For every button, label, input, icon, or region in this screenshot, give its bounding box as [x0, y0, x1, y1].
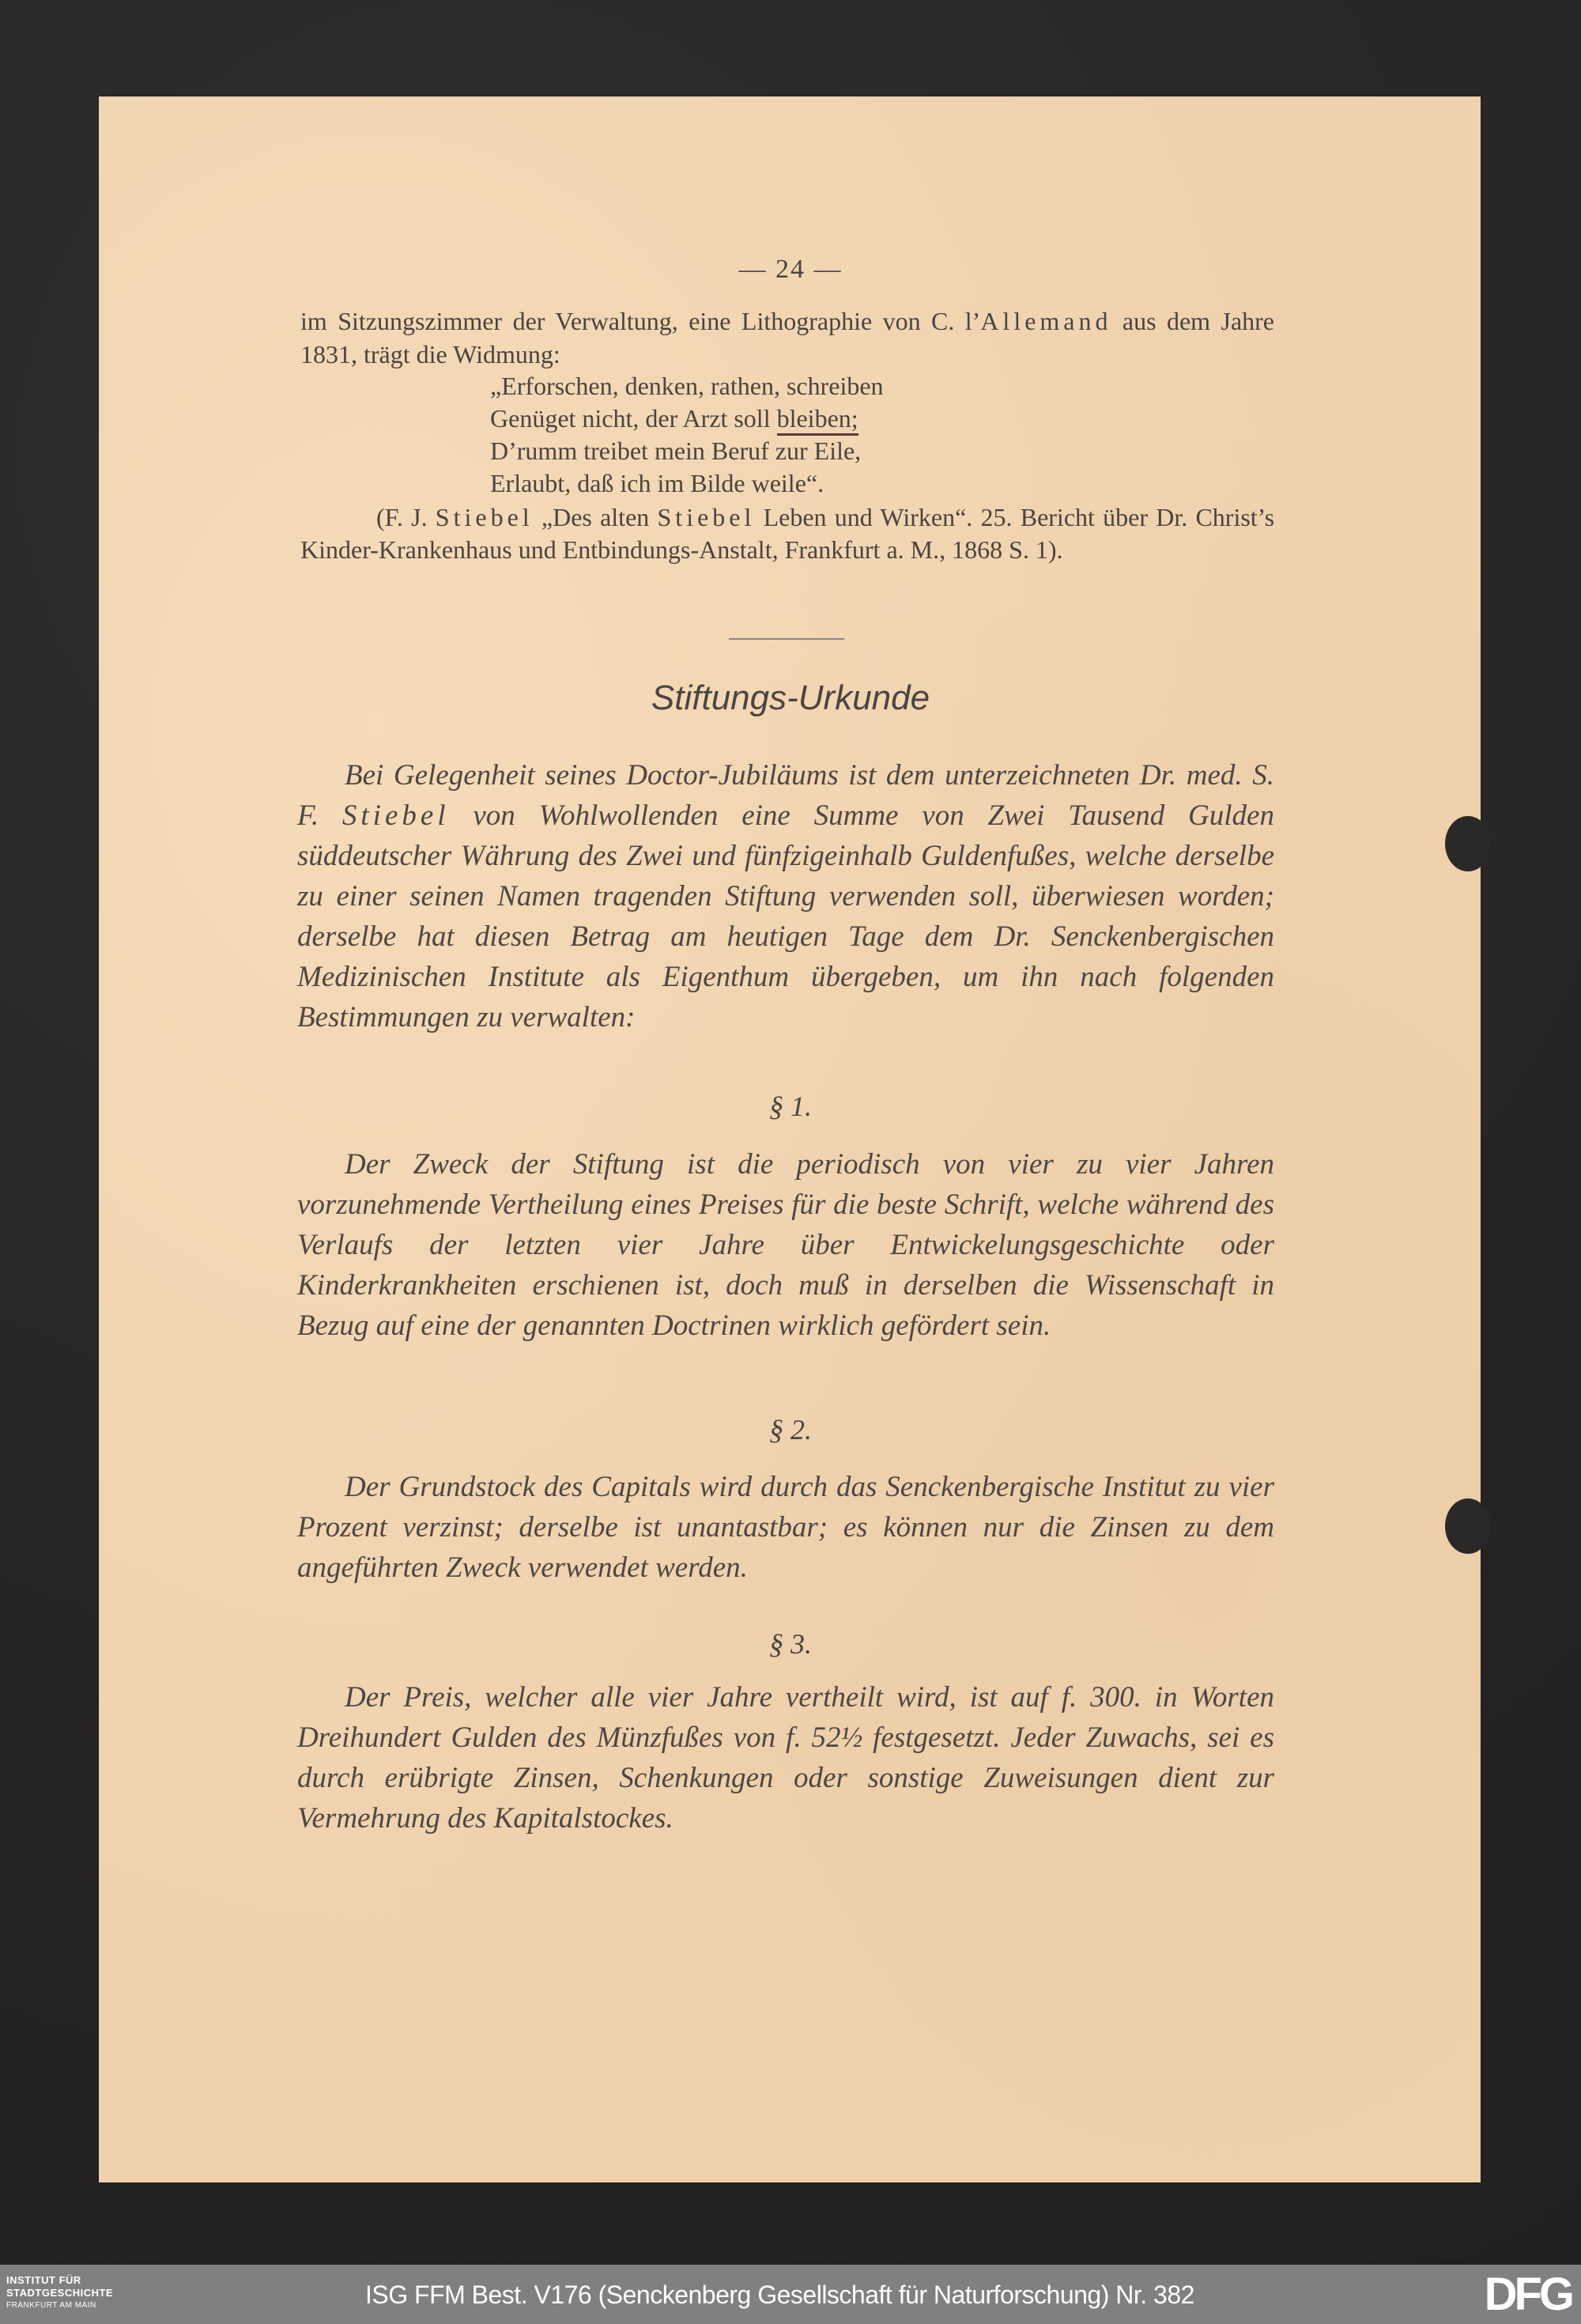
- section-2-paragraph: [297, 1467, 1274, 1588]
- section-3-text: Der Preis, welcher alle vier Jahre vertheilt wird, ist auf f. 300. in Worten Dreihundert Gulden des Münzfußes von f. 52½ festgesetzt. Jeder Zuwachs, sei es durch erübrigte Zinsen, Schenkungen oder sonstige Zuweisungen dient zur Vermehrung des Kapitalstockes.: [297, 1681, 1274, 1835]
- institution-line-3: FRANKFURT AM MAIN: [6, 2301, 96, 2310]
- citation-author: Stiebel: [435, 503, 534, 531]
- section-mark-2: § 2.: [769, 1414, 812, 1445]
- citation-open: (F. J.: [376, 503, 436, 531]
- institution-line-2: STADTGESCHICHTE: [6, 2287, 114, 2299]
- intro-spaced-name: Allemand: [980, 307, 1112, 335]
- preamble-spaced-name: Stiebel: [341, 799, 450, 832]
- section-mark-1: § 1.: [769, 1090, 812, 1122]
- section-divider: [729, 638, 844, 640]
- institution-line-1: INSTITUT FÜR: [6, 2274, 81, 2286]
- dedication-poem: [490, 370, 884, 500]
- punch-hole-top: [1445, 816, 1491, 871]
- intro-text-2: aus dem Jahre 1831, trägt die Widmung:: [300, 307, 1275, 368]
- punch-hole-bottom: [1445, 1498, 1491, 1554]
- citation: [300, 501, 1274, 566]
- poem-underlined-word: bleiben;: [777, 404, 858, 436]
- poem-line-2-text: Genüget nicht, der Arzt soll: [490, 404, 777, 433]
- page-number: — 24 —: [738, 255, 843, 284]
- citation-title-open: „Des alten: [533, 503, 658, 531]
- institution-logo: [6, 2274, 113, 2312]
- preamble-text-1: Bei Gelegenheit seines Doctor-Jubiläums ist dem unterzeichneten Dr. med. S. F.: [297, 759, 1274, 832]
- poem-line-1: „Erforschen, denken, rathen, schreiben: [490, 372, 884, 400]
- preamble-text-2: von Wohlwollenden eine Summe von Zwei Tausend Gulden süddeutscher Währung des Zwei und fünfzigeinhalb Guldenfußes, welche derselbe zu einer seinen Namen tragenden Stiftung verwenden soll, überwiesen worden; derselbe hat diesen Betrag am heutigen Tage dem Dr. Senckenbergischen Medizinischen Institute als Eigenthum übergeben, um ihn nach folgenden Bestimmungen zu verwalten:: [297, 799, 1274, 1034]
- citation-rest: Leben und Wirken“. 25. Bericht über Dr. Christ’s Kinder-Krankenhaus und Entbindungs-Anstalt, Frankfurt a. M., 1868 S. 1).: [300, 503, 1275, 564]
- section-2-text: Der Grundstock des Capitals wird durch das Senckenbergische Institut zu vier Prozent verzinst; derselbe ist unantastbar; es können nur die Zinsen zu dem angeführten Zweck verwendet werden.: [297, 1471, 1274, 1584]
- section-mark-3: § 3.: [769, 1628, 812, 1660]
- archive-footer-bar: [0, 2265, 1581, 2324]
- section-3-paragraph: [297, 1677, 1274, 1838]
- poem-line-3: D’rumm treibet mein Beruf zur Eile,: [490, 436, 862, 465]
- section-1-paragraph: [297, 1144, 1274, 1346]
- section-1-text: Der Zweck der Stiftung ist die periodisch von vier zu vier Jahren vorzunehmende Vertheilung eines Preises für die beste Schrift, welche während des Verlaufs der letzten vier Jahre über Entwickelungsgeschichte oder Kinderkrankheiten erschienen ist, doch muß in derselben die Wissenschaft in Bezug auf eine der genannten Doctrinen wirklich gefördert sein.: [297, 1148, 1274, 1342]
- archive-caption: ISG FFM Best. V176 (Senckenberg Gesellschaft für Naturforschung) Nr. 382: [365, 2281, 1194, 2309]
- preamble-paragraph: [297, 755, 1274, 1037]
- intro-text-1: im Sitzungszimmer der Verwaltung, eine Lithographie von C. l’: [300, 307, 981, 335]
- citation-title-name: Stiebel: [657, 503, 756, 531]
- document-heading: Stiftungs-Urkunde: [651, 678, 930, 717]
- citation-body: [300, 501, 1274, 566]
- intro-paragraph: [300, 304, 1274, 371]
- dfg-logo: DFG: [1484, 2269, 1572, 2320]
- poem-line-2: [490, 402, 884, 435]
- poem-line-4: Erlaubt, daß ich im Bilde weile“.: [490, 469, 824, 497]
